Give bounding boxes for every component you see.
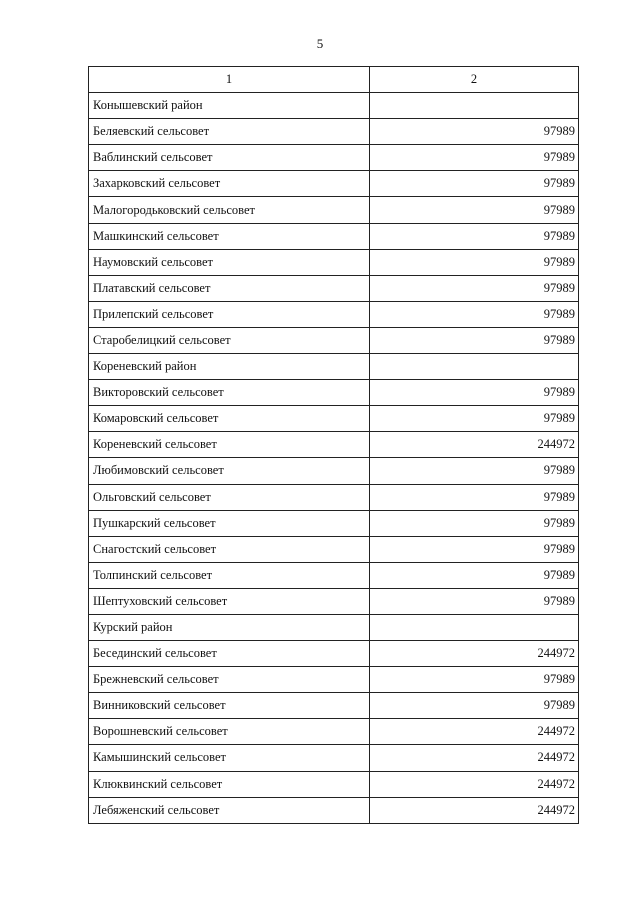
row-value-cell: 97989 [370,249,579,275]
row-name-cell: Снагостский сельсовет [89,536,370,562]
table-row [89,380,579,406]
row-name-cell: Курский район [89,614,370,640]
row-value-cell: 97989 [370,301,579,327]
column-header-1: 1 [89,67,370,93]
table-row [89,693,579,719]
row-value-cell: 97989 [370,510,579,536]
row-name-cell: Шептуховский сельсовет [89,588,370,614]
row-value-cell: 244972 [370,797,579,823]
table-body [89,93,579,824]
row-value-cell: 244972 [370,641,579,667]
row-value-cell: 97989 [370,536,579,562]
row-name-cell: Комаровский сельсовет [89,406,370,432]
row-value-cell: 97989 [370,119,579,145]
row-name-cell: Беляевский сельсовет [89,119,370,145]
row-value-cell: 244972 [370,771,579,797]
row-name-cell: Кореневский сельсовет [89,432,370,458]
table-row [89,588,579,614]
row-value-cell: 97989 [370,458,579,484]
table-row [89,719,579,745]
row-value-cell: 97989 [370,197,579,223]
row-value-cell: 244972 [370,745,579,771]
row-name-cell: Толпинский сельсовет [89,562,370,588]
row-name-cell: Клюквинский сельсовет [89,771,370,797]
row-value-cell [370,614,579,640]
row-value-cell: 97989 [370,380,579,406]
table-row [89,536,579,562]
row-value-cell [370,354,579,380]
row-value-cell: 97989 [370,406,579,432]
row-value-cell: 97989 [370,484,579,510]
row-value-cell: 97989 [370,562,579,588]
table-row [89,275,579,301]
row-name-cell: Пушкарский сельсовет [89,510,370,536]
row-name-cell: Лебяженский сельсовет [89,797,370,823]
row-name-cell: Камышинский сельсовет [89,745,370,771]
table-row [89,614,579,640]
row-name-cell: Брежневский сельсовет [89,667,370,693]
table-row [89,145,579,171]
table-row [89,562,579,588]
table-row [89,223,579,249]
row-value-cell [370,93,579,119]
table-row [89,354,579,380]
row-name-cell: Машкинский сельсовет [89,223,370,249]
table-row [89,171,579,197]
row-name-cell: Ваблинский сельсовет [89,145,370,171]
table-row [89,771,579,797]
row-name-cell: Наумовский сельсовет [89,249,370,275]
row-name-cell: Винниковский сельсовет [89,693,370,719]
table-row [89,458,579,484]
row-name-cell: Прилепский сельсовет [89,301,370,327]
table-row [89,797,579,823]
table-row [89,197,579,223]
table-row [89,327,579,353]
row-value-cell: 244972 [370,719,579,745]
row-name-cell: Ворошневский сельсовет [89,719,370,745]
row-name-cell: Ольговский сельсовет [89,484,370,510]
table-row [89,641,579,667]
row-name-cell: Бесединский сельсовет [89,641,370,667]
row-name-cell: Старобелицкий сельсовет [89,327,370,353]
row-name-cell: Захарковский сельсовет [89,171,370,197]
allocation-table [88,66,579,824]
row-value-cell: 97989 [370,667,579,693]
column-header-2: 2 [370,67,579,93]
table-row [89,119,579,145]
row-value-cell: 97989 [370,693,579,719]
table-row [89,249,579,275]
row-value-cell: 97989 [370,223,579,249]
table-row [89,432,579,458]
table-header-row [89,67,579,93]
row-value-cell: 97989 [370,145,579,171]
table-row [89,93,579,119]
row-name-cell: Платавский сельсовет [89,275,370,301]
table-row [89,406,579,432]
table-row [89,301,579,327]
row-value-cell: 97989 [370,275,579,301]
table-row [89,745,579,771]
table-row [89,484,579,510]
row-name-cell: Любимовский сельсовет [89,458,370,484]
page-number: 5 [316,36,324,51]
row-name-cell: Конышевский район [89,93,370,119]
row-value-cell: 97989 [370,327,579,353]
row-name-cell: Викторовский сельсовет [89,380,370,406]
row-value-cell: 244972 [370,432,579,458]
table-row [89,667,579,693]
row-name-cell: Малогородьковский сельсовет [89,197,370,223]
row-name-cell: Кореневский район [89,354,370,380]
table-row [89,510,579,536]
row-value-cell: 97989 [370,588,579,614]
row-value-cell: 97989 [370,171,579,197]
